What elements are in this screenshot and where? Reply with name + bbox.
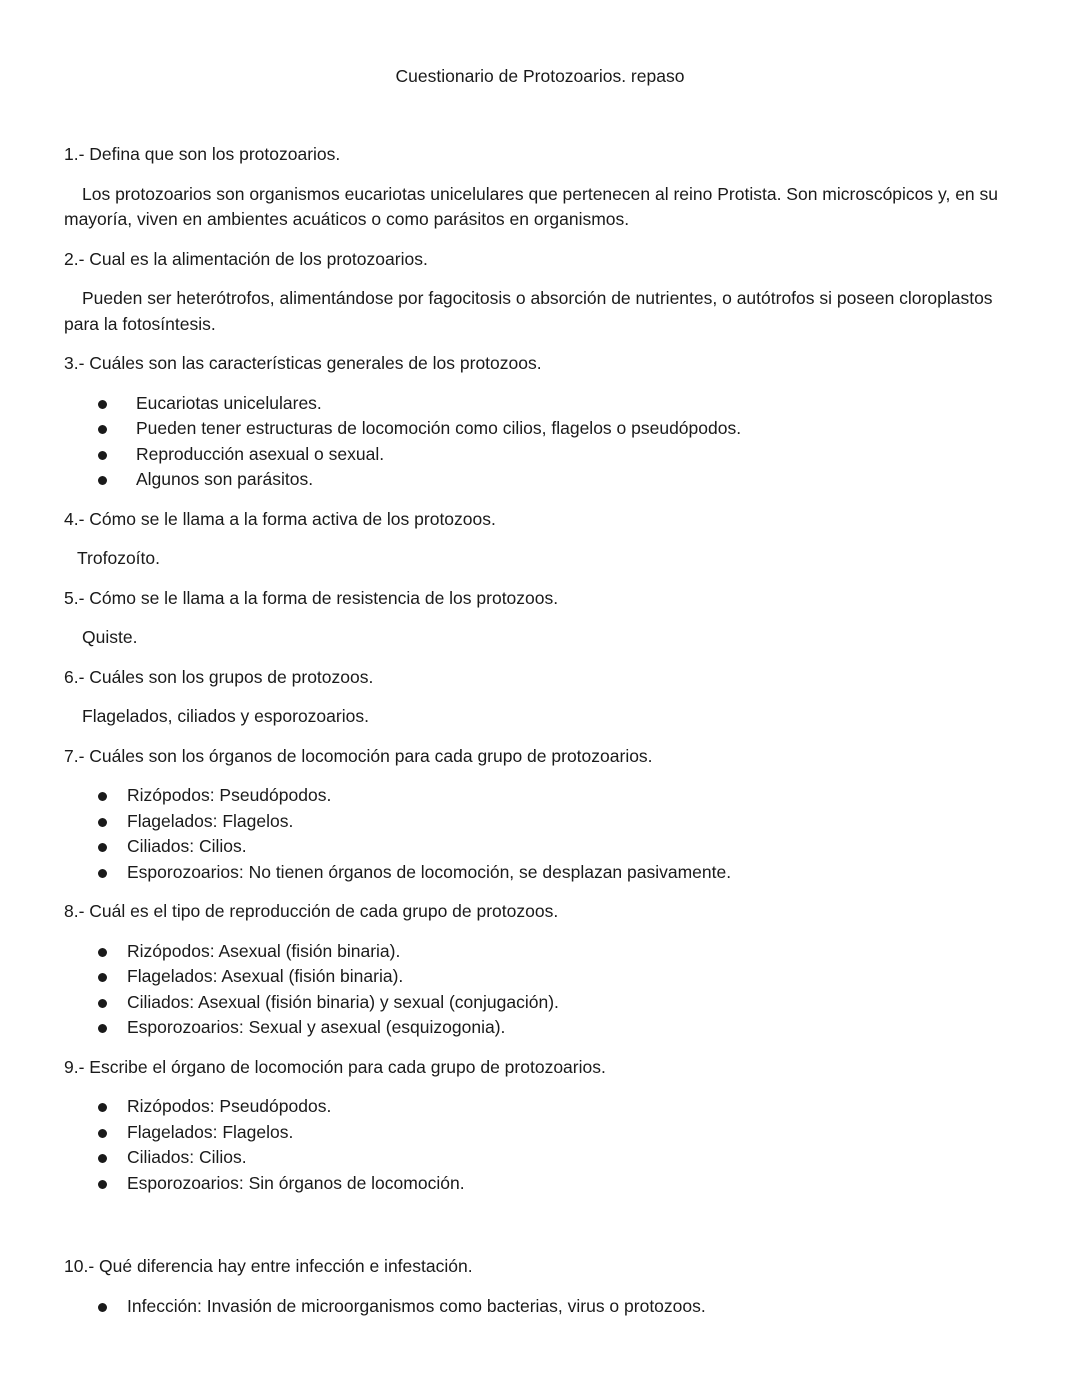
- bullet-icon: [98, 948, 107, 957]
- bullet-icon: [98, 999, 107, 1008]
- list-item: Esporozoarios: No tienen órganos de locomoción, se desplazan pasivamente.: [64, 860, 1024, 886]
- question-8: 8.- Cuál es el tipo de reproducción de cada grupo de protozoos.: [64, 901, 559, 921]
- answer-10-list: [64, 1294, 1024, 1320]
- list-item: Esporozoarios: Sexual y asexual (esquizogonia).: [64, 1015, 1024, 1041]
- document-title: Cuestionario de Protozoarios. repaso: [395, 66, 685, 86]
- bullet-icon: [98, 869, 107, 878]
- list-item: Ciliados: Cilios.: [64, 1145, 1024, 1171]
- list-item: Rizópodos: Pseudópodos.: [64, 783, 1024, 809]
- question-3: 3.- Cuáles son las características generales de los protozoos.: [64, 353, 542, 373]
- question-4: 4.- Cómo se le llama a la forma activa de los protozoos.: [64, 508, 496, 529]
- bullet-icon: [98, 792, 107, 801]
- answer-4: Trofozoíto.: [77, 548, 160, 568]
- list-item: Ciliados: Asexual (fisión binaria) y sexual (conjugación).: [64, 990, 1024, 1016]
- question-2: 2.- Cual es la alimentación de los protozoarios.: [64, 248, 428, 269]
- section-spacer: [64, 1210, 1024, 1254]
- answer-2: Pueden ser heterótrofos, alimentándose por fagocitosis o absorción de nutrientes, o autótrofos si poseen cloroplastos para la fotosíntesis.: [64, 288, 993, 334]
- bullet-icon: [98, 476, 107, 485]
- question-9: 9.- Escribe el órgano de locomoción para cada grupo de protozoarios.: [64, 1056, 606, 1077]
- bullet-icon: [98, 973, 107, 982]
- question-7: 7.- Cuáles son los órganos de locomoción para cada grupo de protozoarios.: [64, 745, 653, 766]
- answer-1: Los protozoarios son organismos eucariotas unicelulares que pertenecen al reino Protista. Son microscópicos y, en su mayoría, viven en ambientes acuáticos o como parásitos en organismos.: [64, 183, 998, 229]
- bullet-icon: [98, 451, 107, 460]
- bullet-icon: [98, 1129, 107, 1138]
- bullet-icon: [98, 818, 107, 827]
- bullet-icon: [98, 425, 107, 434]
- bullet-icon: [98, 1303, 107, 1312]
- list-item: Rizópodos: Asexual (fisión binaria).: [64, 939, 1024, 965]
- bullet-icon: [98, 843, 107, 852]
- document-content: [64, 142, 1024, 1333]
- list-item: Reproducción asexual o sexual.: [64, 442, 1024, 468]
- answer-7-list: [64, 783, 1024, 885]
- bullet-icon: [98, 1154, 107, 1163]
- list-item: Algunos son parásitos.: [64, 467, 1024, 493]
- question-1: 1.- Defina que son los protozoarios.: [64, 144, 341, 164]
- list-item: Rizópodos: Pseudópodos.: [64, 1094, 1024, 1120]
- question-5: 5.- Cómo se le llama a la forma de resistencia de los protozoos.: [64, 587, 559, 608]
- list-item: Infección: Invasión de microorganismos como bacterias, virus o protozoos.: [64, 1294, 1024, 1320]
- list-item: Flagelados: Flagelos.: [64, 809, 1024, 835]
- list-item: Pueden tener estructuras de locomoción como cilios, flagelos o pseudópodos.: [64, 416, 1024, 442]
- answer-8-list: [64, 939, 1024, 1041]
- answer-9-list: [64, 1094, 1024, 1196]
- bullet-icon: [98, 1180, 107, 1189]
- question-6: 6.- Cuáles son los grupos de protozoos.: [64, 666, 374, 687]
- answer-6: Flagelados, ciliados y esporozoarios.: [82, 706, 369, 726]
- answer-3-list: [64, 391, 1024, 493]
- bullet-icon: [98, 400, 107, 409]
- list-item: Ciliados: Cilios.: [64, 834, 1024, 860]
- list-item: Flagelados: Flagelos.: [64, 1120, 1024, 1146]
- bullet-icon: [98, 1103, 107, 1112]
- list-item: Esporozoarios: Sin órganos de locomoción.: [64, 1171, 1024, 1197]
- list-item: Flagelados: Asexual (fisión binaria).: [64, 964, 1024, 990]
- list-item: Eucariotas unicelulares.: [64, 391, 1024, 417]
- answer-5: Quiste.: [82, 627, 138, 647]
- bullet-icon: [98, 1024, 107, 1033]
- question-10: 10.- Qué diferencia hay entre infección e infestación.: [64, 1256, 473, 1276]
